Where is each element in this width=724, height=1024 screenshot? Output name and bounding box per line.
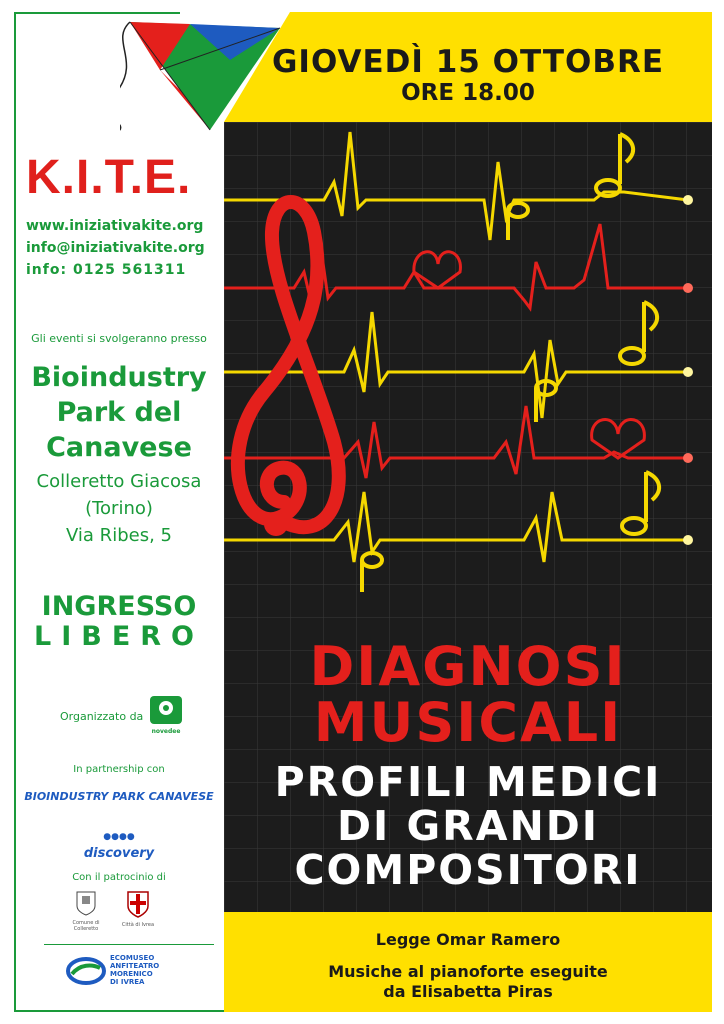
title-line-2: MUSICALI xyxy=(313,691,623,754)
ecomuseo-line-3: MORENICO xyxy=(110,970,153,978)
partner-bioindustry-logo: BIOINDUSTRY PARK CANAVESE xyxy=(24,790,214,803)
partner-discovery-logo: discovery xyxy=(83,846,155,861)
ecomuseo-text xyxy=(110,954,159,986)
organizer-logo xyxy=(150,696,182,735)
phone-info: info: 0125 561311 xyxy=(26,262,187,278)
venue-line-2: Park del xyxy=(56,397,182,428)
colleretto-crest-icon xyxy=(76,888,96,916)
patronage-label: Con il patrocinio di xyxy=(72,872,166,883)
subtitle-line-1: PROFILI MEDICI xyxy=(274,758,662,806)
event-date: GIOVEDÌ 15 OTTOBRE xyxy=(271,44,665,80)
patron-ivrea xyxy=(118,888,158,928)
organizer-logo-label: novedee xyxy=(151,728,181,735)
novedee-icon xyxy=(150,696,182,724)
venue-intro: Gli eventi si svolgeranno presso xyxy=(31,332,207,345)
kite-logo-icon xyxy=(120,20,290,140)
patron-colleretto xyxy=(66,888,106,932)
venue-line-3: Canavese xyxy=(46,432,192,463)
subtitle-line-3: COMPOSITORI xyxy=(294,846,642,894)
partnership-label: In partnership con xyxy=(73,764,165,775)
address-line-3: Via Ribes, 5 xyxy=(66,525,172,546)
patron-ivrea-label: Città di Ivrea xyxy=(121,922,155,928)
discovery-people-icon: ●●●● xyxy=(103,832,135,842)
ecomuseo-line-4: DI IVREA xyxy=(110,978,145,986)
ecomuseo-line-2: ANFITEATRO xyxy=(110,962,160,970)
website-link[interactable]: www.iniziativakite.org xyxy=(26,218,204,234)
event-time: ORE 18.00 xyxy=(401,80,535,106)
ecomuseo-line-1: ECOMUSEO xyxy=(110,954,155,962)
patron-colleretto-label: Comune di Colleretto xyxy=(72,920,100,932)
ecomuseo-swirl-icon xyxy=(66,954,106,988)
ecomuseo-logo xyxy=(66,954,106,988)
footer-divider xyxy=(44,944,214,945)
title-line-1: DIAGNOSI xyxy=(309,635,627,698)
brand-name: K.I.T.E. xyxy=(26,151,192,204)
music-credit-line-1: Musiche al pianoforte eseguite xyxy=(328,962,608,981)
address-line-2: (Torino) xyxy=(85,498,153,519)
music-credit-line-2: da Elisabetta Piras xyxy=(383,982,553,1001)
entry-line-2: LIBERO xyxy=(33,621,205,652)
address-line-1: Colleretto Giacosa xyxy=(36,471,202,492)
venue-line-1: Bioindustry xyxy=(31,362,207,393)
subtitle-line-2: DI GRANDI xyxy=(336,802,600,850)
ivrea-crest-icon xyxy=(126,888,150,918)
entry-line-1: INGRESSO xyxy=(41,591,197,622)
email-link[interactable]: info@iniziativakite.org xyxy=(26,240,205,256)
reader-credit: Legge Omar Ramero xyxy=(375,930,561,949)
organized-by-label: Organizzato da xyxy=(60,710,144,723)
